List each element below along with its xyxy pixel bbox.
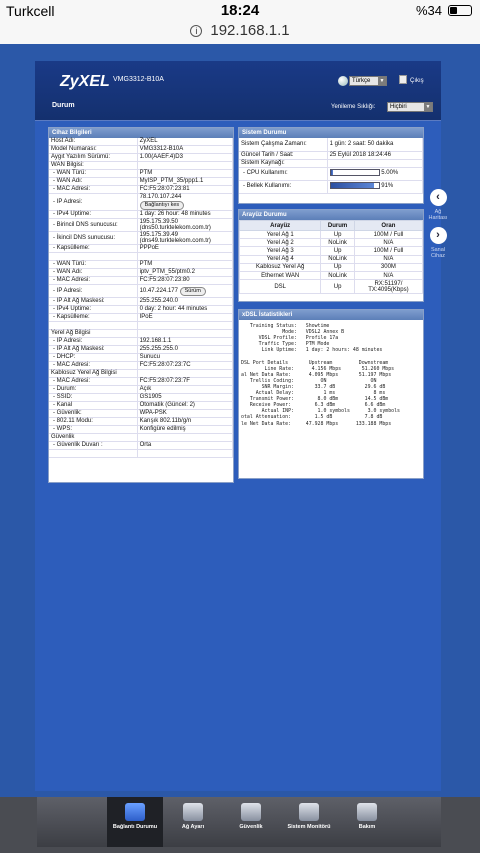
table-cell: N/A [354, 239, 422, 247]
table-row [49, 353, 233, 361]
field-value: PTM [137, 170, 232, 178]
field-value: 195.175.39.50 (dns50.turktelekom.com.tr) [137, 219, 232, 232]
field-value: Otomatik (Güncel: 2) [137, 401, 232, 409]
table-cell: 300M [354, 263, 422, 271]
disconnect-button[interactable]: Bağlantıyı kes [140, 201, 185, 210]
table-cell: Kablosuz Yerel Ağ [240, 263, 321, 271]
page-title: Durum [52, 102, 75, 109]
field-value: WPA-PSK [137, 409, 232, 417]
table-row [240, 271, 423, 279]
field-label: Aygıt Yazılım Sürümü: [49, 154, 137, 162]
chart-icon [299, 803, 319, 821]
url-text: 192.168.1.1 [210, 22, 290, 39]
field-value: FC:F5:28:07:23:7F [137, 377, 232, 385]
table-row [49, 162, 233, 170]
table-row [49, 441, 233, 449]
field-label: - WPS: [49, 425, 137, 433]
table-row [49, 211, 233, 219]
table-row [49, 409, 233, 417]
device-info-panel [48, 127, 234, 483]
cpu-label: - CPU Kullanımı: [239, 167, 327, 180]
field-value: MyISP_PTM_35/ppp1.1 [137, 178, 232, 186]
table-row [49, 417, 233, 425]
maintenance-tab[interactable] [339, 803, 395, 830]
table-row [49, 377, 233, 385]
gear-icon [183, 803, 203, 821]
table-row [240, 247, 423, 255]
table-cell: DSL [240, 280, 321, 294]
release-button[interactable]: Sürüm [180, 287, 206, 296]
field-value: ZyXEL [137, 138, 232, 146]
table-row [49, 194, 233, 211]
router-page [0, 44, 480, 853]
table-row [49, 393, 233, 401]
field-label: - DHCP: [49, 353, 137, 361]
table-row [49, 245, 233, 253]
table-cell: NoLink [321, 271, 355, 279]
field-value [137, 449, 232, 457]
field-value: 192.168.1.1 [137, 337, 232, 345]
table-row [240, 255, 423, 263]
table-cell: N/A [354, 271, 422, 279]
table-row [49, 178, 233, 186]
xdsl-stats-panel [238, 309, 424, 479]
table-cell: N/A [354, 255, 422, 263]
field-value: VMG3312-B10A [137, 146, 232, 154]
memory-label: - Bellek Kullanımı: [239, 180, 327, 193]
clock: 18:24 [220, 2, 260, 19]
field-value [137, 322, 232, 330]
memory-bar [330, 182, 380, 189]
field-value: PTM [137, 261, 232, 269]
field-label: - 802.11 Modu: [49, 417, 137, 425]
table-row [49, 138, 233, 146]
table-cell: Yerel Ağ 2 [240, 239, 321, 247]
interface-table [239, 220, 423, 294]
ios-status-bar [0, 0, 480, 22]
field-label: - Birincil DNS sunucusu: [49, 219, 137, 232]
field-label: Kablosuz Yerel Ağ Bilgisi [49, 369, 137, 377]
table-row [49, 277, 233, 285]
field-label: - MAC Adresi: [49, 277, 137, 285]
field-value: Karışık 802.11b/g/n [137, 417, 232, 425]
field-label: - Güvenlik: [49, 409, 137, 417]
chevron-right-icon: › [430, 227, 447, 244]
xdsl-stats-title: xDSL İstatistikleri [239, 310, 423, 320]
field-label: Host Adı: [49, 138, 137, 146]
table-row [49, 449, 233, 457]
field-value [137, 369, 232, 377]
resource-label: Sistem Kaynağı: [239, 159, 327, 167]
battery-icon [448, 5, 472, 16]
field-value: 1 day: 26 hour: 48 minutes [137, 211, 232, 219]
table-cell: Yerel Ağ 3 [240, 247, 321, 255]
table-row [49, 322, 233, 330]
field-label: Güvenlik [49, 433, 137, 441]
interface-status-panel [238, 209, 424, 302]
table-row [49, 170, 233, 178]
field-value: 195.175.39.49 (dns49.turktelekom.com.tr) [137, 232, 232, 245]
table-cell: NoLink [321, 239, 355, 247]
table-row [49, 269, 233, 277]
field-label [49, 322, 137, 330]
field-label: - IP Alt Ağ Maskesi: [49, 345, 137, 353]
router-frame [35, 61, 441, 791]
table-cell: Up [321, 263, 355, 271]
tools-icon [357, 803, 377, 821]
table-row [49, 154, 233, 162]
table-row [49, 146, 233, 154]
table-row [49, 385, 233, 393]
memory-value: 91% [381, 183, 394, 190]
table-row [49, 433, 233, 441]
field-value: Sunucu [137, 353, 232, 361]
nav-label: Ağ Ayarı [181, 824, 205, 830]
field-label: - Kapsülleme: [49, 245, 137, 253]
field-label: - MAC Adresi: [49, 377, 137, 385]
nav-label: Sistem Monitörü [287, 824, 331, 830]
table-row [49, 232, 233, 245]
date-label: Güncel Tarih / Saat: [239, 151, 327, 159]
table-cell: RX:51197/ TX:4095(Kbps) [354, 280, 422, 294]
interface-status-title: Arayüz Durumu [239, 210, 423, 220]
network-map-link[interactable]: ‹ Ağ Haritası [428, 191, 448, 221]
table-cell: Yerel Ağ 4 [240, 255, 321, 263]
network-settings-tab[interactable] [165, 803, 221, 830]
table-cell: Yerel Ağ 1 [240, 231, 321, 239]
logout-button[interactable]: Çıkış [399, 75, 424, 84]
field-label [49, 449, 137, 457]
field-label: - MAC Adresi: [49, 361, 137, 369]
table-cell: Up [321, 280, 355, 294]
security-tab[interactable] [223, 803, 279, 830]
table-row [49, 329, 233, 337]
table-cell: Up [321, 231, 355, 239]
table-row [49, 298, 233, 306]
table-row [49, 361, 233, 369]
logout-icon [399, 75, 407, 84]
field-value: FC:F5:28:07:23:81 [137, 186, 232, 194]
field-label: - Güvenlik Duvarı : [49, 441, 137, 449]
battery-percent: %34 [415, 3, 442, 18]
table-cell: NoLink [321, 255, 355, 263]
table-row [49, 261, 233, 269]
field-value: Orta [137, 441, 232, 449]
date-value: 25 Eylül 2018 18:24:46 [327, 151, 422, 159]
field-value [137, 329, 232, 337]
table-cell: Ethernet WAN [240, 271, 321, 279]
table-row [49, 285, 233, 298]
field-value: FC:F5:28:07:23:80 [137, 277, 232, 285]
system-monitor-tab[interactable] [281, 803, 337, 830]
system-status-title: Sistem Durumu [239, 128, 423, 138]
field-value: 0 day: 2 hour: 44 minutes [137, 306, 232, 314]
table-row [49, 337, 233, 345]
refresh-label: Yenileme Sıklığı: [331, 104, 376, 110]
carrier-label: Turkcell [6, 3, 55, 19]
field-value: PPPoE [137, 245, 232, 253]
field-value: 255.255.240.0 [137, 298, 232, 306]
field-label: - IPv4 Uptime: [49, 211, 137, 219]
table-cell: 100M / Full [354, 247, 422, 255]
field-label [49, 253, 137, 261]
table-row [240, 239, 423, 247]
field-label: - IP Adresi: [49, 194, 137, 211]
field-label: Yerel Ağ Bilgisi [49, 329, 137, 337]
field-value: 1.00(AAEF.4)D3 [137, 154, 232, 162]
field-value: IPoE [137, 314, 232, 322]
nav-label: Güvenlik [239, 824, 263, 830]
field-value: iptv_PTM_55/ptm0.2 [137, 269, 232, 277]
url-bar[interactable] [0, 22, 480, 44]
table-row [49, 306, 233, 314]
table-row [49, 186, 233, 194]
field-value: FC:F5:28:07:23:7C [137, 361, 232, 369]
table-row [240, 231, 423, 239]
table-cell: 100M / Full [354, 231, 422, 239]
field-label: - IP Alt Ağ Maskesi: [49, 298, 137, 306]
uptime-label: Sistem Çalışma Zamanı: [239, 138, 327, 151]
cpu-bar [330, 169, 380, 176]
field-value: 10.47.224.177 Sürüm [137, 285, 232, 298]
info-icon[interactable]: i [190, 25, 202, 37]
field-value: Konfigüre edilmiş [137, 425, 232, 433]
field-label: - Kanal [49, 401, 137, 409]
field-label: - WAN Adı: [49, 178, 137, 186]
table-row [49, 219, 233, 232]
shield-icon [241, 803, 261, 821]
field-label: - IP Adresi: [49, 337, 137, 345]
column-header: Durum [321, 221, 355, 231]
column-header: Oran [354, 221, 422, 231]
field-value [137, 253, 232, 261]
table-row [49, 253, 233, 261]
device-info-table [49, 138, 233, 458]
field-label: - IPv4 Uptime: [49, 306, 137, 314]
table-row [49, 401, 233, 409]
field-value: GS1905 [137, 393, 232, 401]
table-row [49, 345, 233, 353]
zyxel-logo: ZyXEL [60, 73, 110, 90]
table-row [49, 425, 233, 433]
field-value [137, 433, 232, 441]
table-row [49, 369, 233, 377]
table-row [240, 280, 423, 294]
header [35, 61, 441, 121]
column-header: Arayüz [240, 221, 321, 231]
field-label: - MAC Adresi: [49, 186, 137, 194]
refresh-select[interactable]: Hiçbiri ▼ [387, 102, 433, 112]
globe-icon [338, 76, 348, 86]
field-label: - SSID: [49, 393, 137, 401]
device-info-title: Cihaz Bilgileri [49, 128, 233, 138]
field-label: - Kapsülleme: [49, 314, 137, 322]
nav-label: Bağlantı Durumu [112, 824, 158, 830]
monitor-icon [125, 803, 145, 821]
uptime-value: 1 gün: 2 saat: 50 dakika [327, 138, 422, 151]
bottom-nav [0, 797, 480, 853]
field-value: 255.255.255.0 [137, 345, 232, 353]
field-value: 78.170.107.244 Bağlantıyı kes [137, 194, 232, 211]
field-value [137, 162, 232, 170]
table-row [49, 314, 233, 322]
field-label: - WAN Türü: [49, 170, 137, 178]
table-cell: Up [321, 247, 355, 255]
connection-status-tab[interactable] [107, 797, 163, 847]
field-label: Model Numarası: [49, 146, 137, 154]
field-label: - İkincil DNS sunucusu: [49, 232, 137, 245]
field-label: WAN Bilgisi: [49, 162, 137, 170]
model-label: VMG3312-B10A [113, 76, 164, 83]
chevron-left-icon: ‹ [430, 189, 447, 206]
virtual-device-link[interactable]: › Sanal Cihaz [430, 229, 446, 259]
field-label: - Durum: [49, 385, 137, 393]
field-label: - IP Adresi: [49, 285, 137, 298]
field-label: - WAN Adı: [49, 269, 137, 277]
field-label: - WAN Türü: [49, 261, 137, 269]
xdsl-stats-text: Training Status: Showtime Mode: VDSL2 Annex B VDSL Profile: Profile 17a Traffic Type: PTM Mode Link Uptime: 1 day: 2 hours: 48 minutes DSL Port Details Upstream Downstream Line Rate: 4.156 Mbps 51.260 Mbps al Net Data Rate: 4.095 Mbps 51.197 Mbps Trellis Coding: ON ON SNR Margin: 33.7 dB 29.6 dB Actual Delay: 1 ms 8 ms Transmit Power: 8.0 dBm 14.5 dBm Receive Power: 6.3 dBm 6.6 dBm Actual INP: 1.0 symbols 3.0 symbols otal Attenuation: 1.5 dB 7.8 dB le Net Data Rate: 47.928 Mbps 133.188 Mbps [241, 323, 400, 427]
table-row [240, 263, 423, 271]
language-select[interactable]: Türkçe ▼ [349, 76, 387, 86]
cpu-value: 5.00% [381, 170, 399, 177]
nav-label: Bakım [358, 824, 376, 830]
field-value: Açık [137, 385, 232, 393]
system-status-panel [238, 127, 424, 204]
